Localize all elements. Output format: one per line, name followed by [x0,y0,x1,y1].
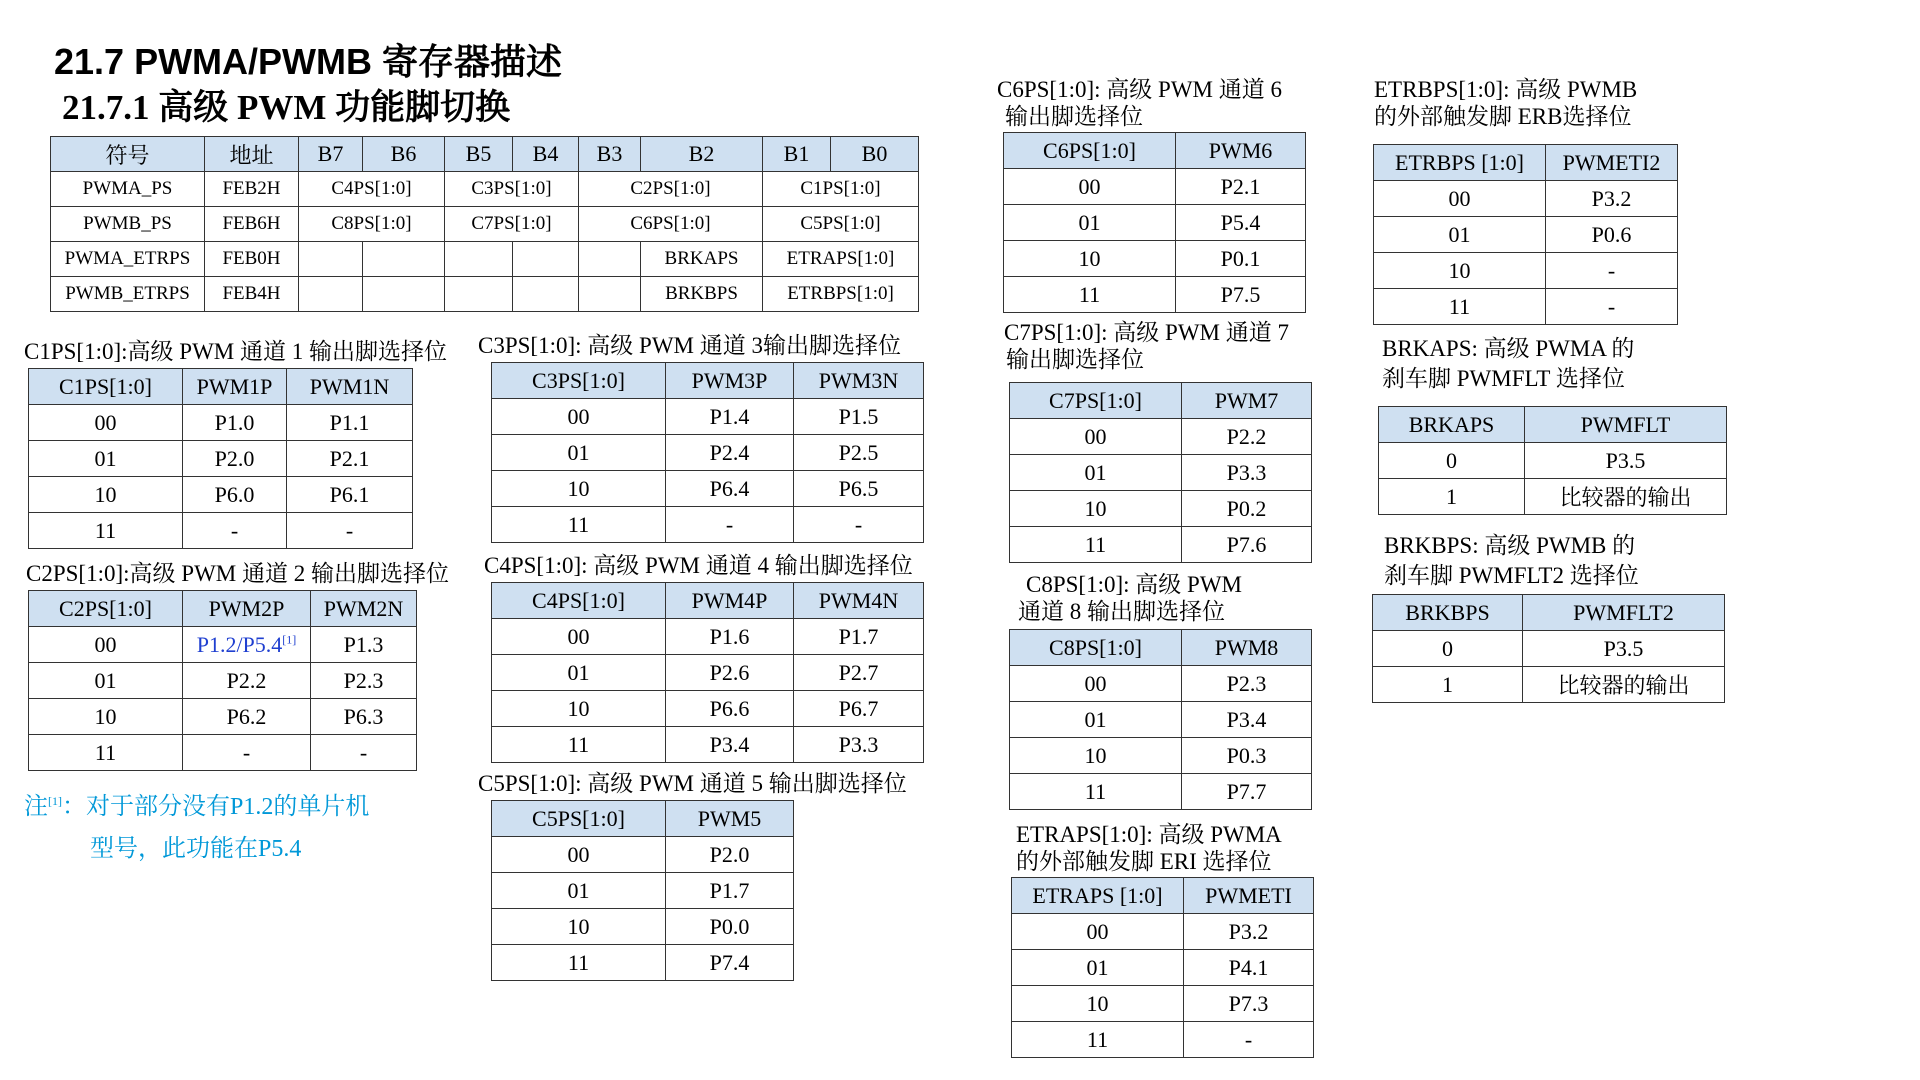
table-cell: P1.4 [666,399,794,435]
bits-5-4: C7PS[1:0] [445,207,579,242]
table-row [1012,986,1314,1022]
table-cell: P3.4 [1182,702,1312,738]
register-symbol: PWMB_PS [51,207,205,242]
table-header-row [1374,145,1678,181]
table-cell: P0.3 [1182,738,1312,774]
table-cell: P1.6 [666,619,794,655]
table-header-row [1379,407,1727,443]
table-cell: P0.0 [666,909,794,945]
table-cell: 10 [492,691,666,727]
table-row [1010,419,1312,455]
bits-3-2: C2PS[1:0] [579,172,763,207]
section-title: 21.7 PWMA/PWMB 寄存器描述 [54,41,563,82]
table-cell: 00 [1004,169,1176,205]
bit-2: BRKBPS [641,277,763,312]
table-cell: 01 [492,655,666,691]
table-cell: P3.3 [1182,455,1312,491]
register-symbol: PWMA_PS [51,172,205,207]
table-cell: 11 [1012,1022,1184,1058]
table-cell: 10 [29,477,183,513]
footnote-line-2: 型号，此功能在P5.4 [90,836,302,862]
header-cell: PWM5 [666,801,794,837]
table-row [1379,479,1727,515]
table-cell: 10 [1374,253,1546,289]
table-header-row [492,363,924,399]
c6ps-caption [997,76,1282,130]
table-cell: 00 [29,627,183,663]
register-symbol: PWMA_ETRPS [51,242,205,277]
table-row [1010,455,1312,491]
table-header-row [1012,878,1314,914]
table-cell: P6.0 [183,477,287,513]
header-cell: BRKAPS [1379,407,1525,443]
caption-line: 刹车脚 PWMFLT2 选择位 [1384,563,1639,588]
table-cell: P3.5 [1525,443,1727,479]
table-row [29,627,417,663]
footnote-line-1 [24,780,369,828]
header-cell: C5PS[1:0] [492,801,666,837]
table-cell: 00 [492,619,666,655]
table-cell: 10 [1010,738,1182,774]
empty-cell [299,277,363,312]
col-b5: B5 [445,137,513,172]
table-header-row [1373,595,1725,631]
brkaps-caption [1382,335,1634,392]
table-row [1010,527,1312,563]
table-cell: P2.3 [1182,666,1312,702]
empty-cell [299,242,363,277]
c1ps-table [28,368,413,549]
table-row [51,277,919,312]
table-cell: P7.5 [1176,277,1306,313]
table-cell: - [666,507,794,543]
table-cell: P7.6 [1182,527,1312,563]
register-symbol: PWMB_ETRPS [51,277,205,312]
table-row [492,945,794,981]
table-cell: P6.3 [311,699,417,735]
caption-line: 通道 8 输出脚选择位 [1018,599,1225,624]
table-cell: 00 [1010,666,1182,702]
table-row [1010,738,1312,774]
table-cell: P1.1 [287,405,413,441]
table-row [492,837,794,873]
table-row [1010,491,1312,527]
header-cell: ETRAPS [1:0] [1012,878,1184,914]
table-cell: P2.6 [666,655,794,691]
etrbps-caption [1374,76,1637,130]
caption-line: C8PS[1:0]: 高级 PWM [1026,572,1242,597]
c7ps-table [1009,382,1312,563]
register-header-row [51,137,919,172]
c8ps-table [1009,629,1312,810]
table-cell: P0.6 [1546,217,1678,253]
bits-3-2: C6PS[1:0] [579,207,763,242]
table-row [51,172,919,207]
table-row [1374,181,1678,217]
empty-cell [363,277,445,312]
table-row [1010,774,1312,810]
empty-cell [513,277,579,312]
header-cell: C3PS[1:0] [492,363,666,399]
table-cell: 00 [1010,419,1182,455]
table-row [1374,217,1678,253]
table-cell: P0.2 [1182,491,1312,527]
table-cell: 11 [492,945,666,981]
empty-cell [579,242,641,277]
etraps-caption [1016,821,1282,875]
footnote-prefix: 注 [24,794,48,820]
empty-cell [363,242,445,277]
header-cell: C6PS[1:0] [1004,133,1176,169]
table-row [492,471,924,507]
table-cell: 10 [1010,491,1182,527]
col-b2: B2 [641,137,763,172]
col-b4: B4 [513,137,579,172]
table-cell: 1 [1373,667,1523,703]
table-cell: 01 [1374,217,1546,253]
table-row [492,909,794,945]
caption-line: 输出脚选择位 [1006,347,1144,372]
table-cell: - [311,735,417,771]
table-cell: - [794,507,924,543]
table-cell: P2.5 [794,435,924,471]
table-cell: P3.5 [1523,631,1725,667]
caption-line: 的外部触发脚 ERI 选择位 [1016,849,1272,874]
table-cell: P2.1 [1176,169,1306,205]
table-cell: P2.2 [1182,419,1312,455]
table-row [51,242,919,277]
table-header-row [1010,630,1312,666]
header-cell: PWM2P [183,591,311,627]
header-cell: PWMETI [1184,878,1314,914]
header-cell: PWMETI2 [1546,145,1678,181]
table-cell: 11 [492,727,666,763]
table-cell: P7.4 [666,945,794,981]
brkbps-caption [1384,532,1639,589]
brkaps-table [1378,406,1727,515]
table-cell: 00 [29,405,183,441]
table-row [29,513,413,549]
table-cell: 1 [1379,479,1525,515]
etraps-table [1011,877,1314,1058]
c2ps-caption: C2PS[1:0]:高级 PWM 通道 2 输出脚选择位 [26,561,449,586]
table-cell: 0 [1379,443,1525,479]
caption-line: 的外部触发脚 ERB选择位 [1374,104,1632,129]
table-cell: 11 [1010,774,1182,810]
table-row [29,441,413,477]
header-cell: C4PS[1:0] [492,583,666,619]
header-cell: C1PS[1:0] [29,369,183,405]
table-cell: P1.5 [794,399,924,435]
table-row [1010,702,1312,738]
header-cell: PWM1N [287,369,413,405]
table-cell: 10 [492,471,666,507]
table-row [1004,205,1306,241]
table-row [29,405,413,441]
table-cell: - [183,735,311,771]
table-cell: 01 [1004,205,1176,241]
table-cell: P3.3 [794,727,924,763]
bits-1-0: C1PS[1:0] [763,172,919,207]
table-cell: - [287,513,413,549]
table-row [492,619,924,655]
header-cell: PWM6 [1176,133,1306,169]
table-cell: P7.7 [1182,774,1312,810]
table-row [29,477,413,513]
table-cell: P2.0 [666,837,794,873]
table-cell: P5.4 [1176,205,1306,241]
c3ps-caption: C3PS[1:0]: 高级 PWM 通道 3输出脚选择位 [478,333,901,358]
table-cell: 10 [1012,986,1184,1022]
table-cell: P6.4 [666,471,794,507]
table-cell: 11 [29,735,183,771]
header-cell: PWM3N [794,363,924,399]
col-address: 地址 [205,137,299,172]
caption-line: ETRBPS[1:0]: 高级 PWMB [1374,77,1638,102]
caption-line: BRKBPS: 高级 PWMB 的 [1384,533,1636,558]
table-row [29,699,417,735]
table-row [492,507,924,543]
empty-cell [445,242,513,277]
bits-1-0: ETRAPS[1:0] [763,242,919,277]
table-row [492,727,924,763]
table-row [1373,667,1725,703]
col-symbol: 符号 [51,137,205,172]
col-b3: B3 [579,137,641,172]
table-cell: 01 [29,663,183,699]
header-cell: ETRBPS [1:0] [1374,145,1546,181]
header-cell: PWM2N [311,591,417,627]
bits-5-4: C3PS[1:0] [445,172,579,207]
header-cell: BRKBPS [1373,595,1523,631]
table-header-row [492,801,794,837]
table-cell: 0 [1373,631,1523,667]
brkbps-table [1372,594,1725,703]
table-cell: - [1546,253,1678,289]
table-cell: P4.1 [1184,950,1314,986]
header-cell: PWM4P [666,583,794,619]
empty-cell [579,277,641,312]
empty-cell [513,242,579,277]
table-header-row [492,583,924,619]
caption-line: C6PS[1:0]: 高级 PWM 通道 6 [997,77,1282,102]
table-cell: 10 [492,909,666,945]
table-cell: P1.3 [311,627,417,663]
header-cell: C8PS[1:0] [1010,630,1182,666]
header-cell: PWMFLT2 [1523,595,1725,631]
table-cell: P2.2 [183,663,311,699]
register-table [50,136,919,312]
caption-line: BRKAPS: 高级 PWMA 的 [1382,336,1635,361]
bits-1-0: C5PS[1:0] [763,207,919,242]
footnoted-value: P1.2/P5.4 [196,631,283,657]
table-cell: P7.3 [1184,986,1314,1022]
footnote-text-1: ：对于部分没有P1.2的单片机 [62,794,370,820]
col-b1: B1 [763,137,831,172]
c4ps-caption: C4PS[1:0]: 高级 PWM 通道 4 输出脚选择位 [484,553,913,578]
table-cell: P2.1 [287,441,413,477]
caption-line: 输出脚选择位 [1005,104,1143,129]
table-cell: - [183,513,287,549]
table-cell: P2.4 [666,435,794,471]
table-row [51,207,919,242]
c5ps-table [491,800,794,981]
c6ps-table [1003,132,1306,313]
table-row [1012,914,1314,950]
header-cell: PWM8 [1182,630,1312,666]
caption-line: ETRAPS[1:0]: 高级 PWMA [1016,822,1282,847]
table-row [29,663,417,699]
table-row [1012,950,1314,986]
table-header-row [1004,133,1306,169]
table-cell: P1.7 [666,873,794,909]
table-header-row [1010,383,1312,419]
table-cell: P6.7 [794,691,924,727]
table-row [1012,1022,1314,1058]
table-cell: 01 [492,435,666,471]
table-cell: P0.1 [1176,241,1306,277]
subsection-title: 21.7.1 高级 PWM 功能脚切换 [62,88,511,127]
header-cell: PWM7 [1182,383,1312,419]
table-cell: 10 [1004,241,1176,277]
table-cell: 比较器的输出 [1525,479,1727,515]
table-cell: P6.5 [794,471,924,507]
table-cell: 11 [29,513,183,549]
caption-line: 刹车脚 PWMFLT 选择位 [1382,366,1625,391]
table-cell: - [1546,289,1678,325]
header-cell: C2PS[1:0] [29,591,183,627]
table-cell: P6.6 [666,691,794,727]
empty-cell [445,277,513,312]
register-address: FEB6H [205,207,299,242]
table-row [1374,289,1678,325]
table-cell: 00 [492,837,666,873]
table-cell: 11 [492,507,666,543]
table-cell: 01 [1010,702,1182,738]
table-cell: 11 [1004,277,1176,313]
table-row [492,399,924,435]
c4ps-table [491,582,924,763]
col-b6: B6 [363,137,445,172]
table-cell: 01 [492,873,666,909]
table-row [492,873,794,909]
c1ps-caption: C1PS[1:0]:高级 PWM 通道 1 输出脚选择位 [24,339,447,364]
c2ps-table [28,590,417,771]
table-row [29,735,417,771]
table-header-row [29,591,417,627]
table-cell: P1.0 [183,405,287,441]
table-cell: 00 [1012,914,1184,950]
table-row [1379,443,1727,479]
register-address: FEB4H [205,277,299,312]
header-cell: C7PS[1:0] [1010,383,1182,419]
caption-line: C7PS[1:0]: 高级 PWM 通道 7 [1004,320,1289,345]
table-cell: 比较器的输出 [1523,667,1725,703]
table-cell: 11 [1374,289,1546,325]
c5ps-caption: C5PS[1:0]: 高级 PWM 通道 5 输出脚选择位 [478,771,907,796]
table-cell: P3.2 [1184,914,1314,950]
table-row [492,691,924,727]
register-address: FEB0H [205,242,299,277]
table-row [1010,666,1312,702]
bits-7-6: C8PS[1:0] [299,207,445,242]
table-row [1373,631,1725,667]
table-cell: P3.4 [666,727,794,763]
header-cell: PWMFLT [1525,407,1727,443]
bit-2: BRKAPS [641,242,763,277]
table-cell: P2.3 [311,663,417,699]
table-row [492,435,924,471]
table-cell: 01 [29,441,183,477]
table-row [1004,277,1306,313]
footnote-mark: [1] [48,794,62,808]
bits-7-6: C4PS[1:0] [299,172,445,207]
etrbps-table [1373,144,1678,325]
table-row [1004,241,1306,277]
table-cell: 10 [29,699,183,735]
table-cell: P2.7 [794,655,924,691]
table-cell: P1.7 [794,619,924,655]
table-cell: 00 [1374,181,1546,217]
c3ps-table [491,362,924,543]
table-row [1004,169,1306,205]
footnote [24,780,369,870]
table-cell: 01 [1010,455,1182,491]
footnote-mark: [1] [282,632,297,647]
table-cell: P6.1 [287,477,413,513]
bits-1-0: ETRBPS[1:0] [763,277,919,312]
c8ps-caption [1018,571,1242,625]
register-address: FEB2H [205,172,299,207]
col-b7: B7 [299,137,363,172]
c7ps-caption [1004,319,1289,373]
table-row [492,655,924,691]
table-cell: 00 [492,399,666,435]
table-row [1374,253,1678,289]
table-cell: P2.0 [183,441,287,477]
header-cell: PWM3P [666,363,794,399]
table-cell: P3.2 [1546,181,1678,217]
table-cell: 11 [1010,527,1182,563]
table-cell: 01 [1012,950,1184,986]
header-cell: PWM1P [183,369,287,405]
col-b0: B0 [831,137,919,172]
table-cell [183,627,311,663]
table-cell: P6.2 [183,699,311,735]
header-cell: PWM4N [794,583,924,619]
table-header-row [29,369,413,405]
table-cell: - [1184,1022,1314,1058]
